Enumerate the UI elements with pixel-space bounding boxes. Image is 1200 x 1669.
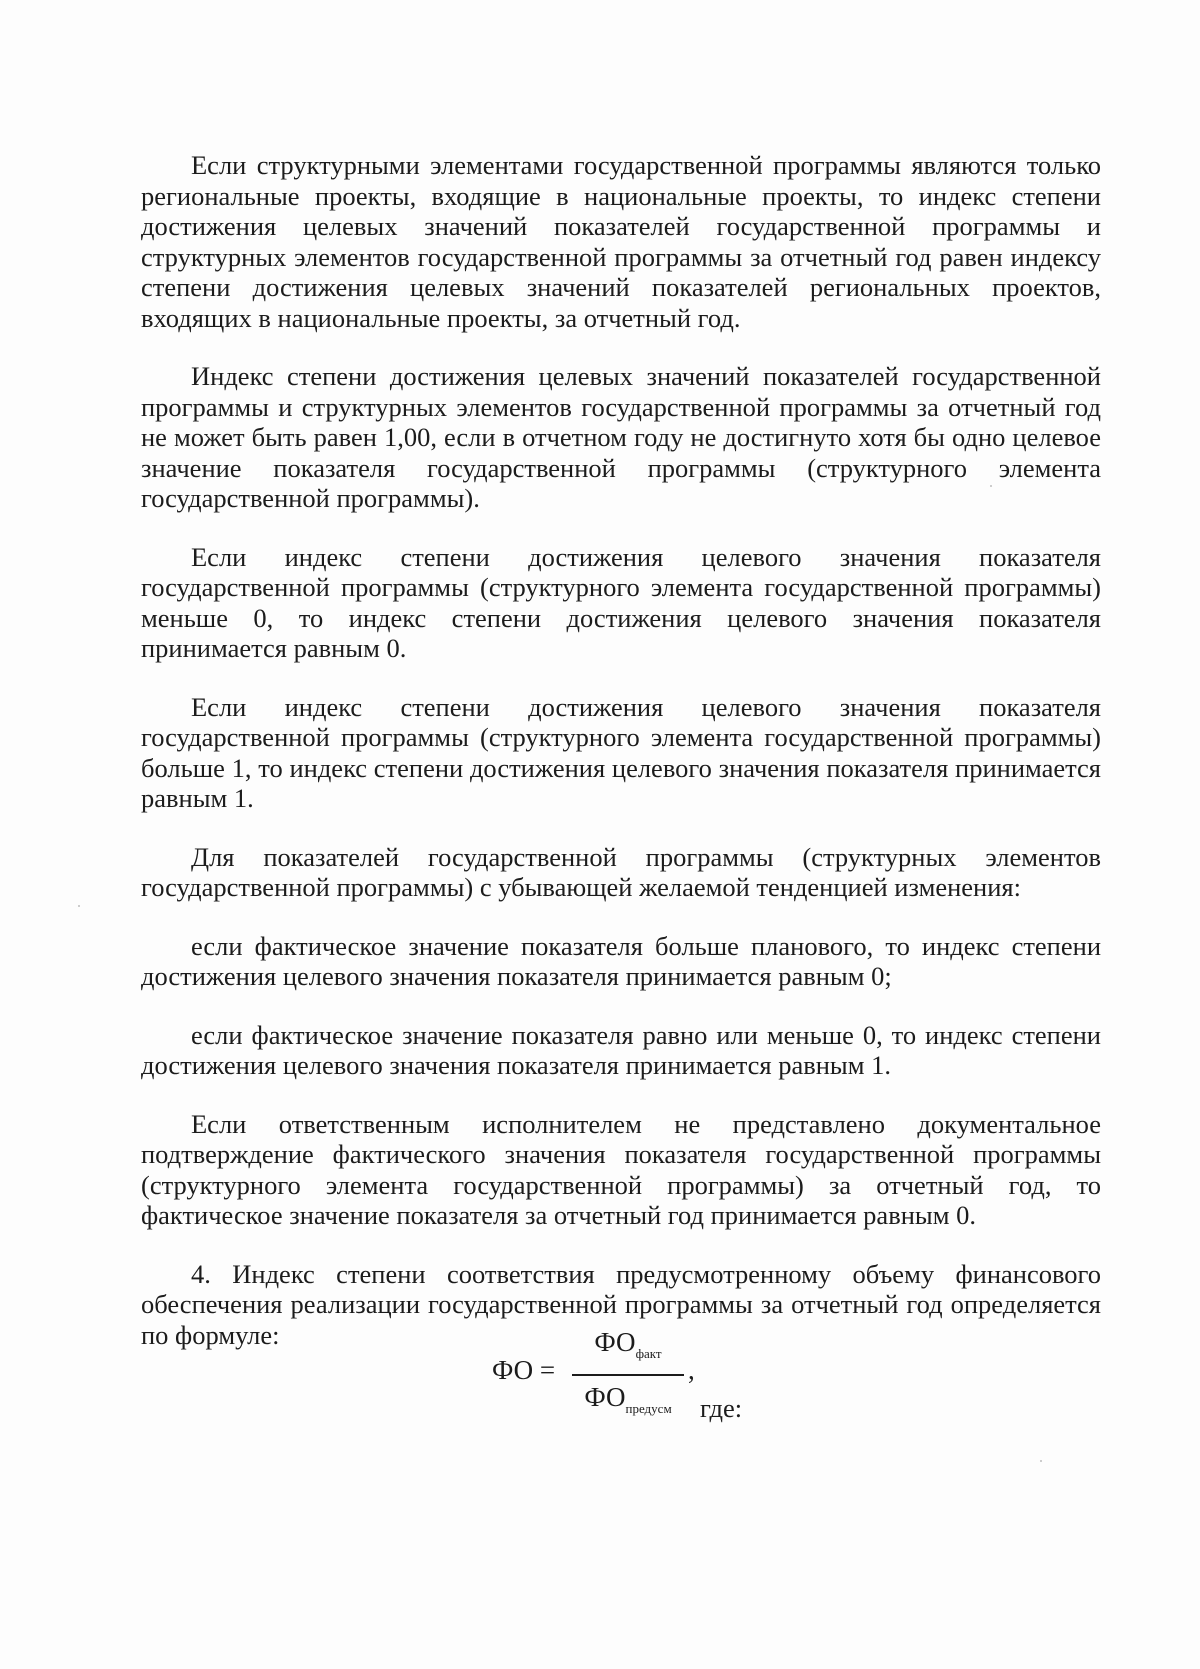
paragraph-9: 4. Индекс степени соответствия предусмотренному объему финансового обеспечения реализации государственной программы за отчетный год определяется по формуле: [141, 1258, 1101, 1350]
formula [492, 1325, 772, 1435]
formula-numerator [572, 1325, 684, 1371]
formula-denominator-sub: предусм [625, 1400, 672, 1416]
formula-fraction-bar [572, 1374, 684, 1376]
scan-speck [78, 905, 80, 907]
paragraph-4: Если индекс степени достижения целевого значения показателя государственной программы (структурного элемента государственной программы) больше 1, то индекс степени достижения целевого значения показателя принимается равным 1. [141, 691, 1101, 813]
formula-denominator [572, 1380, 684, 1426]
formula-numerator-sub: факт [635, 1346, 662, 1361]
document-body [141, 150, 1101, 1358]
paragraph-6: если фактическое значение показателя больше планового, то индекс степени достижения целевого значения показателя принимается равным 0; [141, 930, 1101, 991]
formula-where: где: [700, 1393, 743, 1423]
paragraph-7: если фактическое значение показателя равно или меньше 0, то индекс степени достижения целевого значения показателя принимается равным 1. [141, 1019, 1101, 1080]
formula-comma: , [688, 1355, 695, 1385]
paragraph-2: Индекс степени достижения целевых значений показателей государственной программы и структурных элементов государственной программы за отчетный год не может быть равен 1,00, если в отчетном году не достигнуто хотя бы одно целевое значение показателя государственной программы (структурного элемента государственной программы). [141, 361, 1101, 513]
paragraph-8: Если ответственным исполнителем не представлено документальное подтверждение фактического значения показателя государственной программы (структурного элемента государственной программы) за отчетный год, то фактическое значение показателя за отчетный год принимается равным 0. [141, 1108, 1101, 1230]
scan-speck [1040, 1460, 1042, 1462]
formula-denominator-main: ФО [584, 1381, 626, 1412]
paragraph-1: Если структурными элементами государственной программы являются только региональные проекты, входящие в национальные проекты, то индекс степени достижения целевых значений показателей государственной программы и структурных элементов государственной программы за отчетный год равен индексу степени достижения целевых значений показателей региональных проектов, входящих в национальные проекты, за отчетный год. [141, 150, 1101, 333]
formula-fraction [572, 1325, 684, 1426]
formula-numerator-main: ФО [594, 1327, 636, 1357]
paragraph-3: Если индекс степени достижения целевого значения показателя государственной программы (структурного элемента государственной программы) меньше 0, то индекс степени достижения целевого значения показателя принимается равным 0. [141, 541, 1101, 663]
formula-lhs: ФО = [492, 1355, 556, 1385]
paragraph-5: Для показателей государственной программы (структурных элементов государственной программы) с убывающей желаемой тенденцией изменения: [141, 841, 1101, 902]
